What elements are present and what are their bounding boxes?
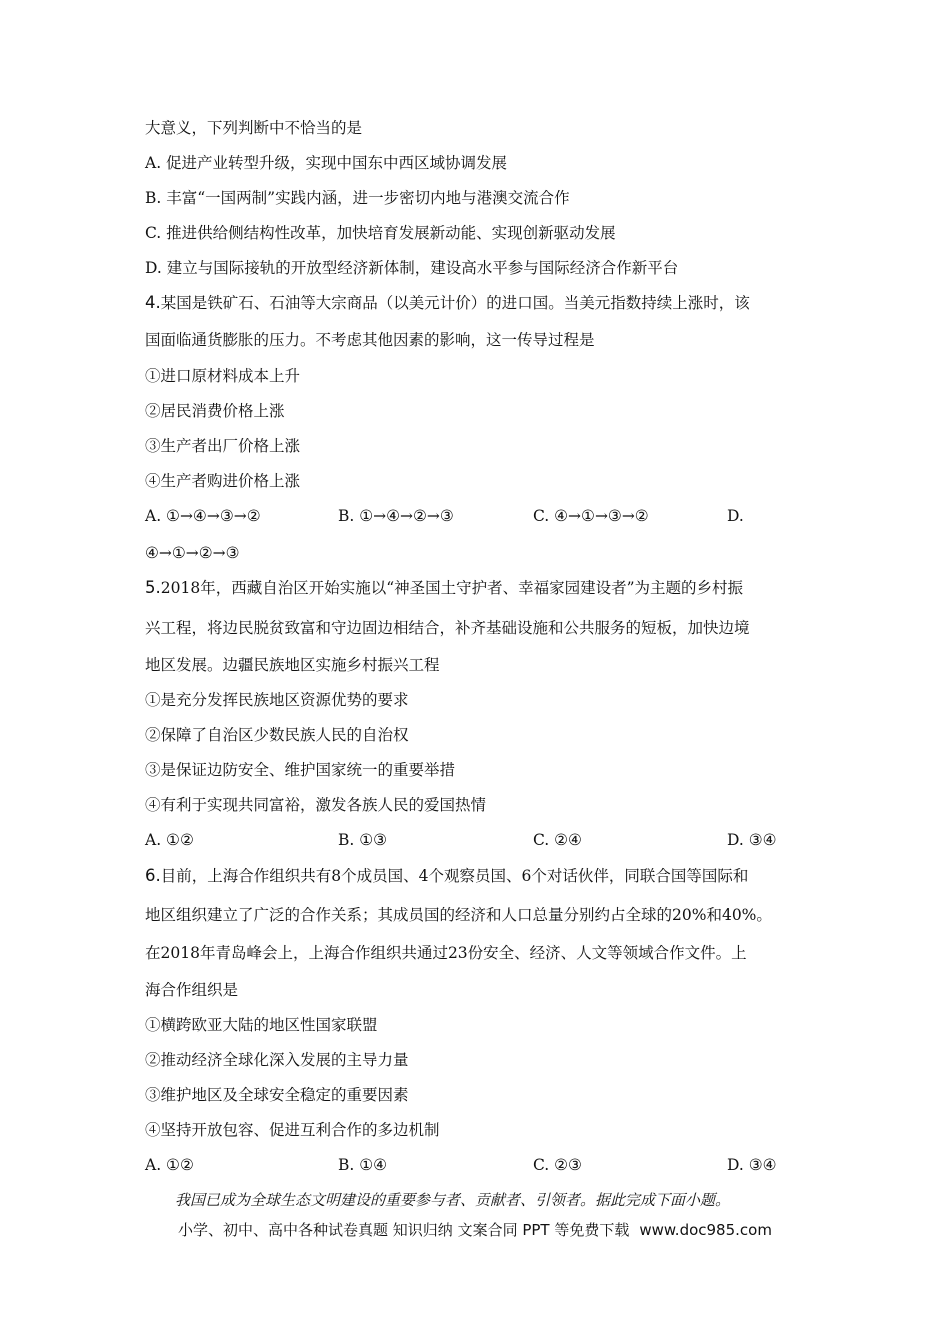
q3-option-a: A. 促进产业转型升级，实现中国东中西区域协调发展 bbox=[145, 154, 508, 172]
q6-stem-line-4: 海合作组织是 bbox=[145, 981, 239, 999]
footer-text: 小学、初中、高中各种试卷真题 知识归纳 文案合同 PPT 等免费下载 bbox=[178, 1221, 630, 1239]
next-group-intro: 我国已成为全球生态文明建设的重要参与者、贡献者、引领者。据此完成下面小题。 bbox=[175, 1191, 731, 1209]
q3-option-b: B. 丰富“一国两制”实践内涵，进一步密切内地与港澳交流合作 bbox=[145, 189, 570, 207]
q5-choice-a: A. ①② bbox=[145, 831, 194, 849]
q6-stem-text: 目前，上海合作组织共有8个成员国、4个观察员国、6个对话伙伴，同联合国等国际和 bbox=[160, 867, 749, 885]
q6-choice-b: B. ①④ bbox=[338, 1156, 388, 1174]
q5-choice-c: C. ②④ bbox=[533, 831, 582, 849]
q3-stem-tail: 大意义，下列判断中不恰当的是 bbox=[145, 119, 363, 137]
q6-choice-a: A. ①② bbox=[145, 1156, 194, 1174]
q4-item-4: ④生产者购进价格上涨 bbox=[145, 472, 301, 490]
q6-stem-line-3: 在2018年青岛峰会上，上海合作组织共通过23份安全、经济、人文等领域合作文件。上 bbox=[145, 944, 747, 962]
q6-choice-c: C. ②③ bbox=[533, 1156, 582, 1174]
q5-stem-line-2: 兴工程，将边民脱贫致富和守边固边相结合，补齐基础设施和公共服务的短板，加快边境 bbox=[145, 619, 750, 637]
q5-choice-b: B. ①③ bbox=[338, 831, 388, 849]
q4-choice-d: D. bbox=[727, 507, 744, 525]
q5-item-3: ③是保证边防安全、维护国家统一的重要举措 bbox=[145, 761, 456, 779]
q4-choice-c: C. ④→①→③→② bbox=[533, 507, 649, 525]
q5-item-1: ①是充分发挥民族地区资源优势的要求 bbox=[145, 691, 409, 709]
q6-number: 6. bbox=[145, 866, 161, 885]
q4-item-2: ②居民消费价格上涨 bbox=[145, 402, 285, 420]
q4-item-1: ①进口原材料成本上升 bbox=[145, 367, 301, 385]
q4-stem-line bbox=[145, 293, 750, 313]
q6-choice-d: D. ③④ bbox=[727, 1156, 777, 1174]
q5-stem-line-3: 地区发展。边疆民族地区实施乡村振兴工程 bbox=[145, 656, 440, 674]
q4-item-3: ③生产者出厂价格上涨 bbox=[145, 437, 301, 455]
q5-choice-d: D. ③④ bbox=[727, 831, 777, 849]
q4-choice-b: B. ①→④→②→③ bbox=[338, 507, 454, 525]
q5-stem-line bbox=[145, 578, 743, 598]
q5-item-2: ②保障了自治区少数民族人民的自治权 bbox=[145, 726, 409, 744]
q3-option-c: C. 推进供给侧结构性改革，加快培育发展新动能、实现创新驱动发展 bbox=[145, 224, 616, 242]
q4-number: 4. bbox=[145, 293, 161, 312]
q6-item-2: ②推动经济全球化深入发展的主导力量 bbox=[145, 1051, 409, 1069]
footer-url[interactable]: www.doc985.com bbox=[639, 1221, 772, 1239]
q6-stem-line bbox=[145, 866, 748, 886]
q6-stem-line-2: 地区组织建立了广泛的合作关系；其成员国的经济和人口总量分别约占全球的20%和40%。 bbox=[145, 906, 772, 924]
q5-stem-text: 2018年，西藏自治区开始实施以“神圣国土守护者、幸福家园建设者”为主题的乡村振 bbox=[160, 579, 744, 597]
q6-item-1: ①横跨欧亚大陆的地区性国家联盟 bbox=[145, 1016, 378, 1034]
q5-number: 5. bbox=[145, 578, 161, 597]
page-footer bbox=[0, 1220, 950, 1240]
q3-option-d: D. 建立与国际接轨的开放型经济新体制，建设高水平参与国际经济合作新平台 bbox=[145, 259, 679, 277]
q4-stem-line-2: 国面临通货膨胀的压力。不考虑其他因素的影响，这一传导过程是 bbox=[145, 331, 595, 349]
q5-item-4: ④有利于实现共同富裕，激发各族人民的爱国热情 bbox=[145, 796, 487, 814]
q6-item-4: ④坚持开放包容、促进互利合作的多边机制 bbox=[145, 1121, 440, 1139]
q6-item-3: ③维护地区及全球安全稳定的重要因素 bbox=[145, 1086, 409, 1104]
q4-choice-a: A. ①→④→③→② bbox=[145, 507, 261, 525]
q4-stem-text: 某国是铁矿石、石油等大宗商品（以美元计价）的进口国。当美元指数持续上涨时，该 bbox=[160, 294, 750, 312]
q4-choice-d-text: ④→①→②→③ bbox=[145, 544, 240, 562]
